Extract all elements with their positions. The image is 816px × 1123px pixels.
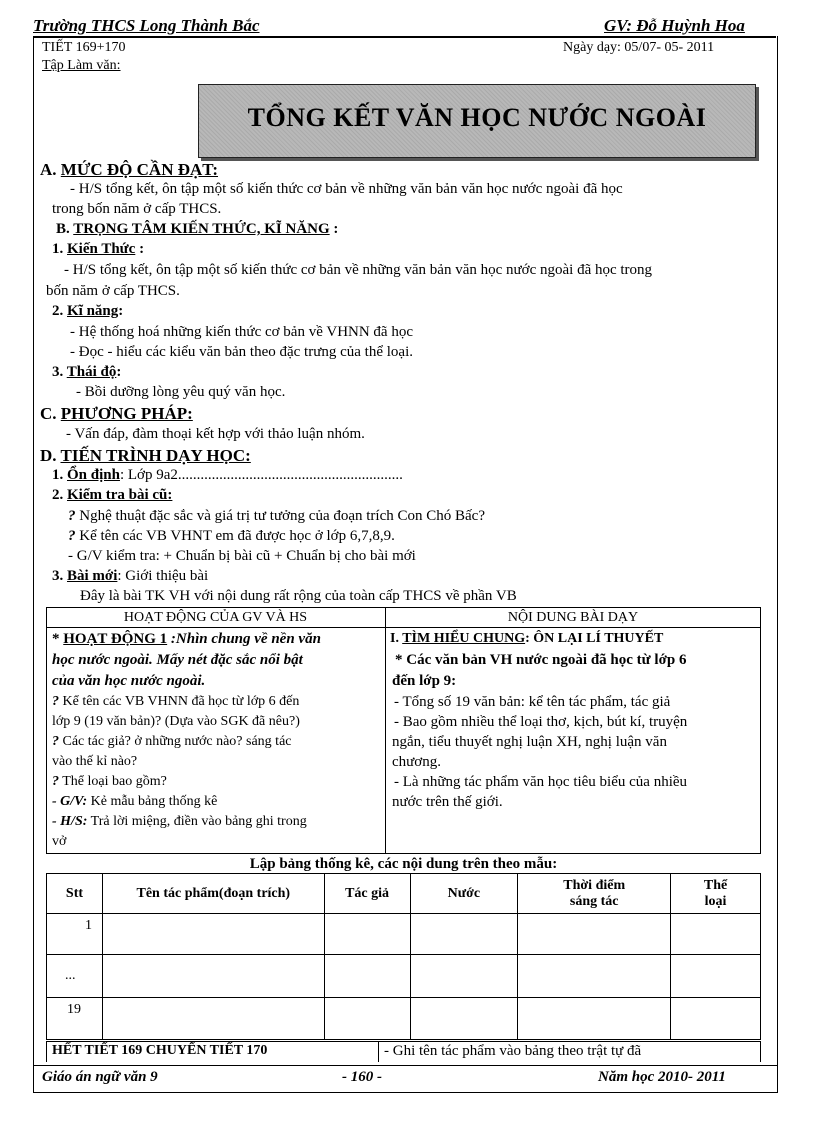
- stats-header-author: Tác giả: [324, 874, 410, 914]
- activity-q2-l1: [52, 734, 292, 750]
- table-cell: [410, 998, 518, 1040]
- table-cell: [102, 955, 324, 998]
- content-p2-l3: chương.: [392, 754, 441, 770]
- check-q1-text: Nghệ thuật đặc sắc và giá trị tư tưởng của đoạn trích Con Chó Bấc?: [75, 508, 485, 524]
- knowledge-suffix: :: [135, 241, 145, 257]
- section-d-prefix: D.: [40, 446, 61, 465]
- stats-header-stt: Stt: [47, 874, 103, 914]
- table-cell: [102, 998, 324, 1040]
- section-c-line1: - Vấn đáp, đàm thoại kết hợp với thảo luận nhóm.: [66, 426, 365, 442]
- stats-header-work: Tên tác phẩm(đoạn trích): [102, 874, 324, 914]
- new-rest: : Giới thiệu bài: [117, 568, 209, 584]
- footer-subject: Giáo án ngữ văn 9: [42, 1069, 158, 1085]
- table-cell: [518, 955, 671, 998]
- table-row: [47, 955, 761, 998]
- question-mark: ?: [68, 508, 76, 524]
- attitude-num: 3.: [52, 364, 67, 380]
- check-q2: [68, 528, 395, 545]
- page-number: - 160 -: [342, 1069, 382, 1085]
- skills-line2: - Đọc - hiểu các kiểu văn bản theo đặc trưng của thể loại.: [70, 344, 413, 360]
- stats-header-genre: [671, 874, 761, 914]
- activity-q1-l2: lớp 9 (19 văn bản)? (Dựa vào SGK đã nêu?): [52, 714, 300, 729]
- content-p3-l2: nước trên thế giới.: [392, 794, 503, 810]
- page-title: TỔNG KẾT VĂN HỌC NƯỚC NGOÀI: [247, 103, 707, 132]
- knowledge-num: 1.: [52, 241, 67, 257]
- new-title: Bài mới: [67, 568, 118, 584]
- teacher-label: - G/V:: [52, 794, 88, 809]
- skills-heading: [52, 303, 123, 320]
- lesson-date: Ngày dạy: 05/07- 05- 2011: [563, 40, 715, 55]
- table-row: [47, 998, 761, 1040]
- activity-q3-text: Thể loại bao gồm?: [59, 774, 167, 789]
- bottom-instruction: - Ghi tên tác phẩm vào bảng theo trật tự đã: [384, 1043, 642, 1059]
- check-q1: [68, 508, 485, 525]
- activity-table-bottom: [46, 853, 761, 854]
- stats-row-num: 19: [47, 998, 103, 1040]
- activity-q3: [52, 774, 167, 790]
- student-label: - H/S:: [52, 814, 88, 829]
- table-cell: [518, 914, 671, 955]
- student-task-text: Trả lời miệng, điền vào bảng ghi trong: [87, 814, 307, 829]
- activity-table-left: [46, 607, 47, 854]
- section-a-heading: [40, 160, 218, 180]
- activity-1-title-part1: :Nhìn chung về nền văn: [167, 631, 321, 647]
- content-col-header: NỘI DUNG BÀI DẠY: [507, 610, 639, 625]
- stats-row-num: 1: [47, 914, 103, 955]
- content-heading-title: TÌM HIỂU CHUNG: [402, 631, 526, 646]
- content-heading-prefix: I.: [390, 631, 403, 646]
- table-cell: [410, 914, 518, 955]
- school-year: Năm học 2010- 2011: [598, 1069, 726, 1085]
- content-p3-l1: - Là những tác phẩm văn học tiêu biểu của nhiều: [394, 774, 688, 790]
- content-p2-l2: ngắn, tiểu thuyết nghị luận XH, nghị luận văn: [392, 734, 667, 750]
- section-a-line2: trong bốn năm ở cấp THCS.: [52, 201, 222, 217]
- table-cell: [671, 914, 761, 955]
- section-b-heading: [56, 221, 338, 238]
- stats-header-country: Nước: [410, 874, 518, 914]
- section-a-prefix: A.: [40, 160, 61, 179]
- table-cell: [102, 914, 324, 955]
- bottom-row-left: [46, 1041, 47, 1062]
- stats-header-genre-l2: loại: [704, 893, 727, 909]
- activity-q1-text: Kể tên các VB VHNN đã học từ lớp 6 đến: [59, 694, 300, 709]
- attitude-suffix: :: [116, 364, 122, 380]
- knowledge-line1: - H/S tổng kết, ôn tập một số kiến thức cơ bản về những văn bản văn học nước ngoài đã học trong: [64, 262, 653, 278]
- question-mark: ?: [68, 528, 76, 544]
- knowledge-title: Kiến Thức: [67, 241, 136, 257]
- table-row: [47, 914, 761, 955]
- table-cell: [410, 955, 518, 998]
- section-b-prefix: B.: [56, 221, 74, 237]
- activity-1-title-l3: của văn học nước ngoài.: [52, 673, 206, 689]
- new-num: 3.: [52, 568, 67, 584]
- school-name: Trường THCS Long Thành Bắc: [33, 16, 260, 35]
- activity-table-divider: [385, 607, 386, 854]
- stats-header-time-l2: sáng tác: [569, 893, 619, 909]
- stats-row-num: ...: [47, 955, 103, 998]
- stable-num: 1.: [52, 467, 67, 483]
- title-box: [198, 84, 756, 158]
- table-cell: [324, 998, 410, 1040]
- student-task-l2: vở: [52, 834, 67, 849]
- section-c-title: PHƯƠNG PHÁP:: [60, 404, 193, 423]
- content-heading-rest: : ÔN LẠI LÍ THUYẾT: [525, 631, 664, 646]
- check-heading: [52, 487, 172, 504]
- content-p1: - Tổng số 19 văn bản: kể tên tác phẩm, tác giả: [394, 694, 671, 710]
- activity-table-top: [46, 607, 761, 608]
- bottom-row-right: [760, 1041, 761, 1062]
- teacher-task: [52, 794, 217, 810]
- knowledge-heading: [52, 241, 144, 258]
- section-c-heading: [40, 404, 193, 424]
- footer-rule: [33, 1065, 777, 1066]
- stable-title: Ổn định: [67, 467, 120, 483]
- table-cell: [518, 998, 671, 1040]
- activity-q2-l2: vào thế kỉ nào?: [52, 754, 138, 769]
- stats-header-time-l1: Thời điểm: [563, 877, 626, 893]
- table-cell: [324, 955, 410, 998]
- teacher-task-text: Kẻ mẫu bảng thống kê: [87, 794, 218, 809]
- activity-q2-text: Các tác giả? ở những nước nào? sáng tác: [59, 734, 292, 749]
- lesson-subject: Tập Làm văn:: [42, 58, 121, 73]
- intro-line: Đây là bài TK VH với nội dung rất rộng của toàn cấp THCS về phần VB: [80, 588, 517, 604]
- attitude-title: Thái độ: [66, 364, 117, 380]
- stats-caption: Lập bảng thống kê, các nội dung trên theo mẫu:: [249, 856, 558, 872]
- activity-1-label: HOẠT ĐỘNG 1: [63, 631, 168, 647]
- stats-header-genre-l1: Thể: [703, 877, 728, 893]
- stable-line: [52, 467, 403, 484]
- stats-header-row: [47, 874, 761, 914]
- question-mark: ?: [52, 774, 59, 789]
- content-sub-l1: * Các văn bản VH nước ngoài đã học từ lớp 6: [395, 652, 687, 668]
- stats-header-time: [518, 874, 671, 914]
- check-q3: - G/V kiểm tra: + Chuẩn bị bài cũ + Chuẩn bị cho bài mới: [68, 548, 416, 564]
- attitude-line1: - Bồi dưỡng lòng yêu quý văn học.: [76, 384, 286, 400]
- knowledge-line2: bốn năm ở cấp THCS.: [46, 283, 180, 299]
- section-d-title: TIẾN TRÌNH DẠY HỌC:: [60, 446, 251, 465]
- section-c-prefix: C.: [40, 404, 61, 423]
- activity-table-right: [760, 607, 761, 854]
- activity-1-title-l1: [52, 631, 321, 648]
- skills-title: Kĩ năng: [67, 303, 119, 319]
- table-cell: [671, 955, 761, 998]
- activity-bullet: *: [52, 631, 64, 647]
- activity-q1-l1: [52, 694, 299, 710]
- period-end-note: HẾT TIẾT 169 CHUYỂN TIẾT 170: [52, 1043, 268, 1058]
- section-a-title: MỨC ĐỘ CẦN ĐẠT:: [60, 160, 219, 179]
- bottom-row-top: [46, 1041, 761, 1042]
- stats-table: [46, 873, 761, 1040]
- check-q2-text: Kể tên các VB VHNT em đã được học ở lớp 6,7,8,9.: [75, 528, 395, 544]
- check-title: Kiểm tra bài cũ:: [67, 487, 173, 503]
- question-mark: ?: [52, 694, 59, 709]
- section-b-suffix: :: [329, 221, 339, 237]
- skills-suffix: :: [118, 303, 124, 319]
- content-heading: [390, 631, 663, 647]
- teacher-name: GV: Đỗ Huỳnh Hoa: [604, 16, 745, 35]
- section-a-line1: - H/S tổng kết, ôn tập một số kiến thức cơ bản về những văn bản văn học nước ngoài đã học: [70, 181, 623, 197]
- skills-num: 2.: [52, 303, 67, 319]
- activity-1-title-l2: học nước ngoài. Mấy nét đặc sắc nổi bật: [52, 652, 303, 668]
- section-b-title: TRỌNG TÂM KIẾN THỨC, KĨ NĂNG: [73, 221, 330, 237]
- student-task-l1: [52, 814, 307, 830]
- new-lesson-line: [52, 568, 208, 585]
- activity-col-header: HOẠT ĐỘNG CỦA GV VÀ HS: [123, 610, 308, 625]
- question-mark: ?: [52, 734, 59, 749]
- bottom-row-divider: [378, 1041, 379, 1062]
- table-cell: [671, 998, 761, 1040]
- table-cell: [324, 914, 410, 955]
- skills-line1: - Hệ thống hoá những kiến thức cơ bản về VHNN đã học: [70, 324, 414, 340]
- check-num: 2.: [52, 487, 67, 503]
- section-d-heading: [40, 446, 251, 466]
- activity-table-header-rule: [46, 627, 761, 628]
- content-sub-l2: đến lớp 9:: [392, 673, 457, 689]
- attitude-heading: [52, 364, 121, 381]
- content-p2-l1: - Bao gồm nhiều thể loại thơ, kịch, bút kí, truyện: [394, 714, 688, 730]
- stable-rest: : Lớp 9a2............................................................: [119, 467, 403, 483]
- lesson-period: TIẾT 169+170: [42, 40, 126, 55]
